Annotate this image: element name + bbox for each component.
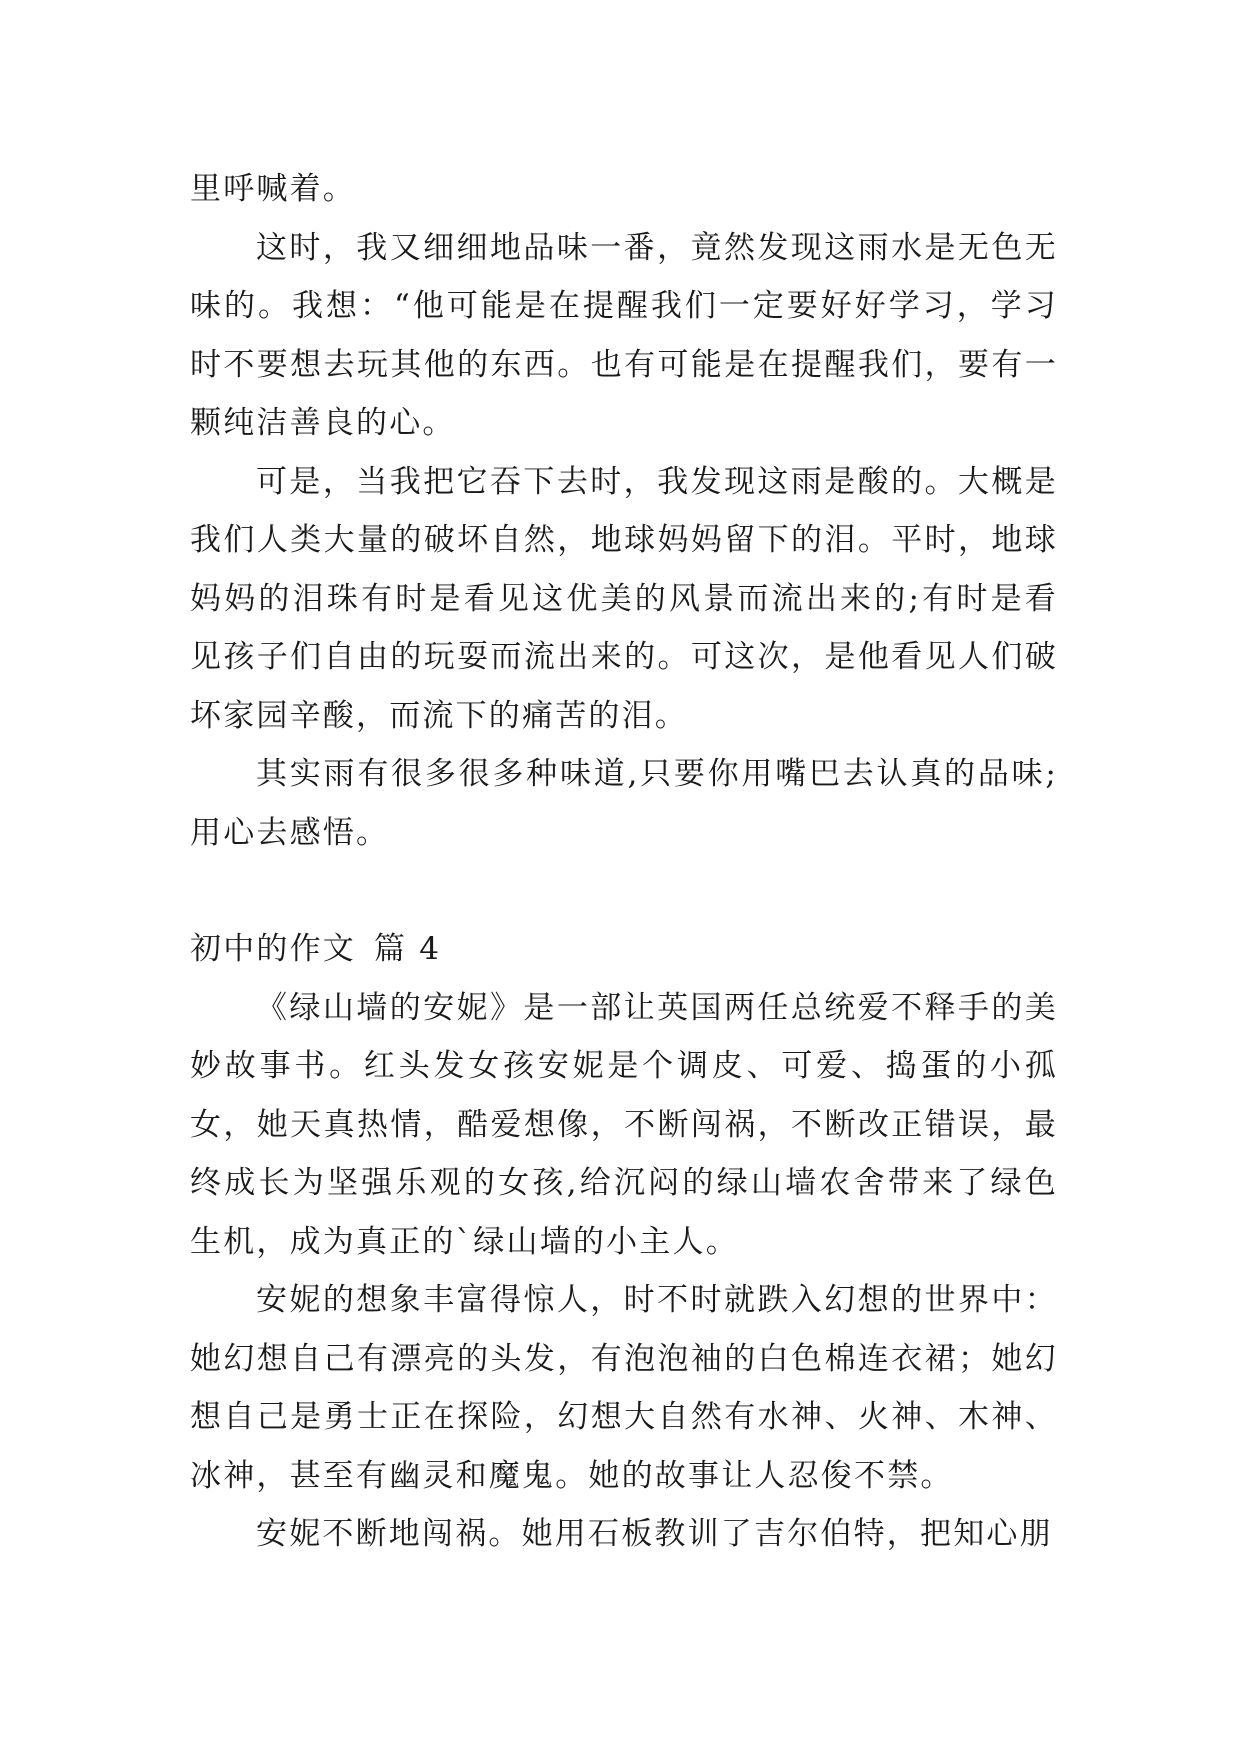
section-number: 篇 4 (374, 931, 442, 967)
document-body (190, 160, 1058, 1564)
paragraph-continuation: 里呼喊着。 (190, 171, 356, 207)
paragraph: 《绿山墙的安妮》是一部让英国两任总统爱不释手的美妙故事书。红头发女孩安妮是个调皮、可爱、捣蛋的小孤女，她天真热情，酷爱想像，不断闯祸，不断改正错误，最终成长为坚强乐观的女孩,给沉闷的绿山墙农舍带来了绿色生机，成为真正的`绿山墙的小主人。 (190, 989, 1058, 1260)
paragraph: 安妮的想象丰富得惊人，时不时就跌入幻想的世界中：她幻想自己有漂亮的头发，有泡泡袖的白色棉连衣裙；她幻想自己是勇士正在探险，幻想大自然有水神、火神、木神、冰神，甚至有幽灵和魔鬼。她的故事让人忍俊不禁。 (190, 1282, 1058, 1494)
paragraph: 安妮不断地闯祸。她用石板教训了吉尔伯特，把知心朋 (256, 1516, 1053, 1552)
section-title-text: 初中的作文 (190, 931, 356, 967)
paragraph: 可是，当我把它吞下去时，我发现这雨是酸的。大概是我们人类大量的破坏自然，地球妈妈留下的泪。平时，地球妈妈的泪珠有时是看见这优美的风景而流出来的;有时是看见孩子们自由的玩耍而流出来的。可这次，是他看见人们破坏家园辛酸，而流下的痛苦的泪。 (190, 463, 1058, 734)
paragraph: 其实雨有很多很多种味道,只要你用嘴巴去认真的品味;用心去感悟。 (190, 756, 1058, 851)
paragraph: 这时，我又细细地品味一番，竟然发现这雨水是无色无味的。我想：“他可能是在提醒我们一定要好好学习，学习时不要想去玩其他的东西。也有可能是在提醒我们，要有一颗纯洁善良的心。 (190, 229, 1058, 441)
section-heading (190, 920, 1058, 979)
